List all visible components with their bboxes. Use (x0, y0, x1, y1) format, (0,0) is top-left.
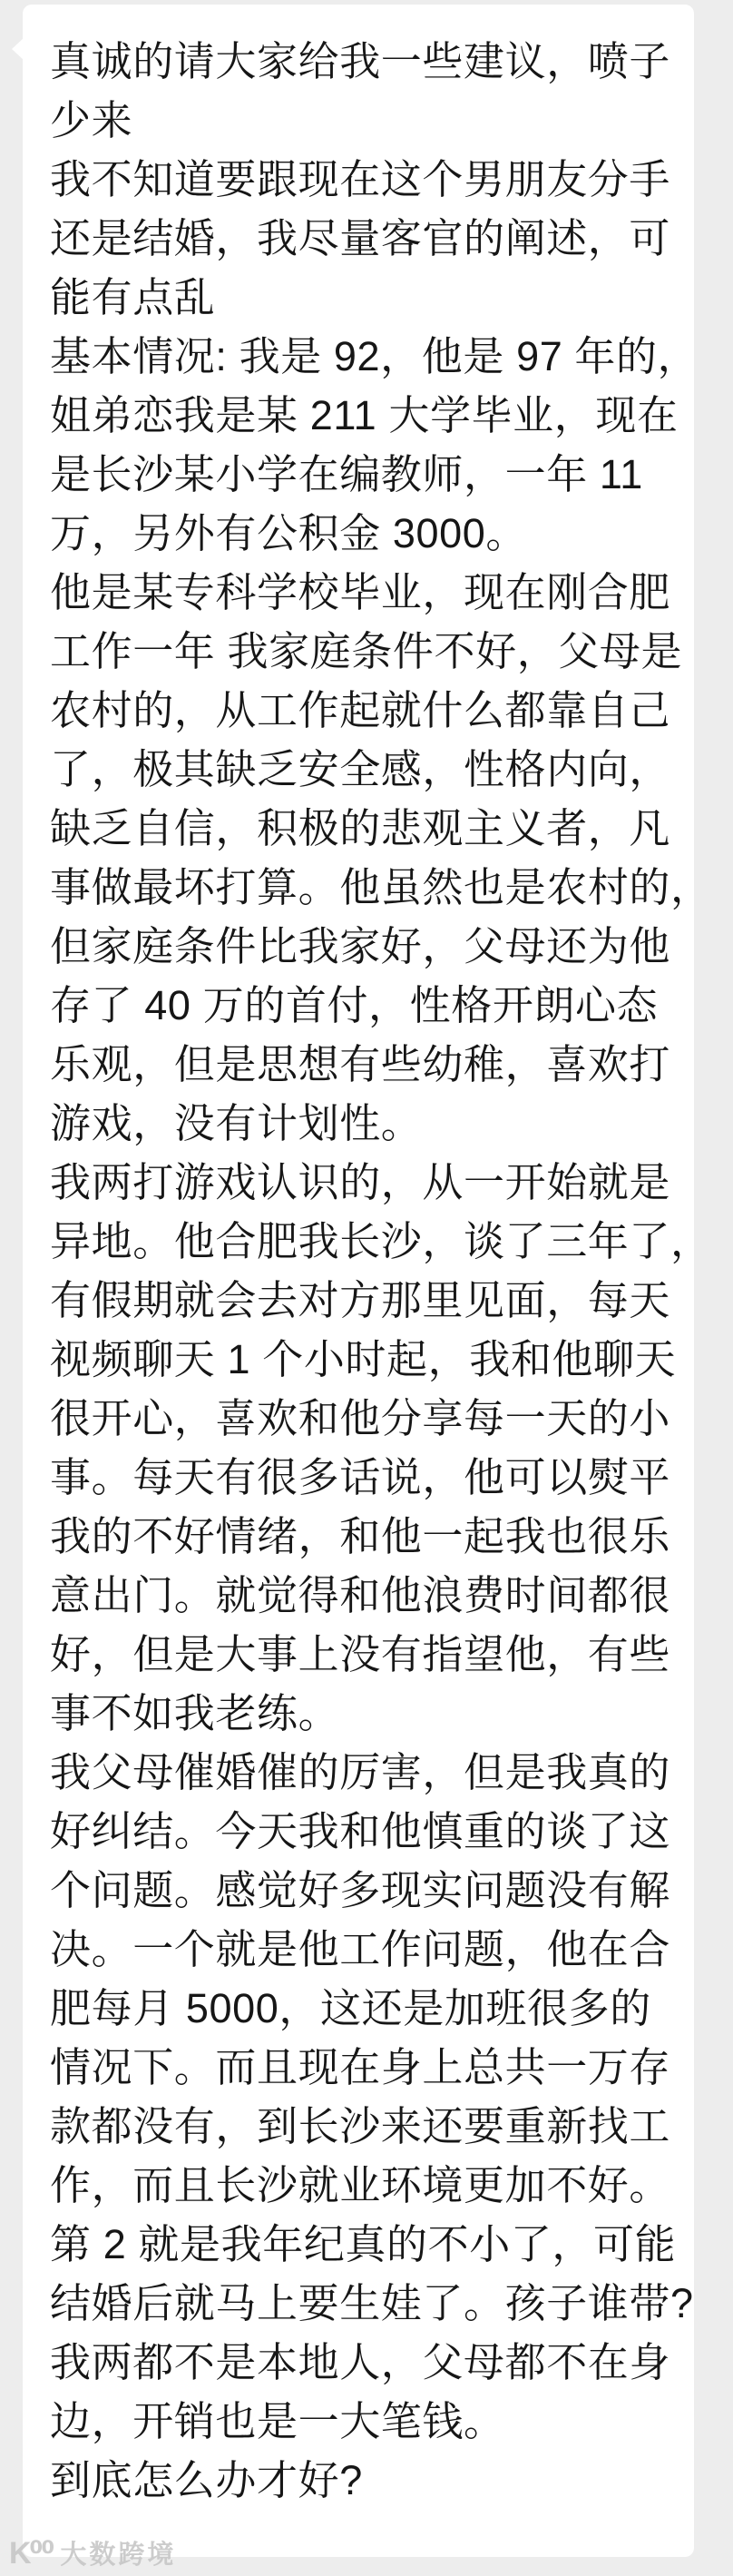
message-line: 真诚的请大家给我一些建议，喷子 (50, 38, 671, 84)
message-line: 农村的，从工作起就什么都靠自己 (50, 687, 671, 733)
message-line: 事不如我老练。 (50, 1690, 340, 1736)
message-line: 结婚后就马上要生娃了。孩子谁带? (50, 2280, 694, 2326)
message-line: 乐观，但是思想有些幼稚，喜欢打 (50, 1041, 671, 1087)
message-line: 是长沙某小学在编教师，一年 11 (50, 451, 643, 497)
message-line: 情况下。而且现在身上总共一万存 (50, 2044, 671, 2090)
message-line: 还是结婚，我尽量客官的阐述，可 (50, 215, 671, 261)
message-line: 第 2 就是我年纪真的不小了，可能 (50, 2221, 677, 2267)
message-line: 好纠结。今天我和他慎重的谈了这 (50, 1808, 671, 1854)
watermark-text: 大数跨境 (60, 2541, 177, 2570)
message-line: 很开心，喜欢和他分享每一天的小 (50, 1395, 671, 1441)
message-line: 我的不好情绪，和他一起我也很乐 (50, 1513, 671, 1559)
message-line: 肥每月 5000，这还是加班很多的 (50, 1985, 651, 2031)
message-line: 基本情况: 我是 92，他是 97 年的， (50, 333, 699, 379)
message-line: 好，但是大事上没有指望他，有些 (50, 1631, 671, 1677)
message-line: 视频聊天 1 个小时起，我和他聊天 (50, 1336, 677, 1382)
message-line: 我两打游戏认识的，从一开始就是 (50, 1159, 671, 1205)
message-line: 我两都不是本地人，父母都不在身 (50, 2339, 671, 2385)
message-line: 有假期就会去对方那里见面，每天 (50, 1277, 671, 1323)
message-line: 万，另外有公积金 3000。 (50, 510, 528, 556)
message-line: 但家庭条件比我家好，父母还为他 (50, 923, 671, 969)
message-line: 了，极其缺乏安全感，性格内向， (50, 746, 671, 792)
message-line: 作，而且长沙就业环境更加不好。 (50, 2162, 671, 2208)
message-line: 存了 40 万的首付，性格开朗心态 (50, 982, 659, 1028)
message-line: 边，开销也是一大笔钱。 (50, 2398, 505, 2444)
message-line: 缺乏自信，积极的悲观主义者，凡 (50, 805, 671, 851)
message-line: 意出门。就觉得和他浪费时间都很 (50, 1572, 671, 1618)
message-line: 我父母催婚催的厉害，但是我真的 (50, 1749, 671, 1795)
bubble-tail-icon (12, 37, 24, 61)
message-line: 少来 (50, 97, 133, 143)
message-line: 我不知道要跟现在这个男朋友分手 (50, 156, 671, 202)
message-line: 款都没有，到长沙来还要重新找工 (50, 2103, 671, 2149)
message-line: 异地。他合肥我长沙，谈了三年了， (50, 1218, 712, 1264)
watermark (9, 2534, 176, 2571)
watermark-logo-icon: K⁰⁰ (9, 2535, 54, 2571)
message-line: 事做最坏打算。他虽然也是农村的， (50, 864, 712, 910)
message-line: 游戏，没有计划性。 (50, 1100, 423, 1146)
message-line: 事。每天有很多话说，他可以熨平 (50, 1454, 671, 1500)
message-line: 能有点乱 (50, 274, 216, 320)
message-text (50, 32, 712, 2510)
message-bubble[interactable] (23, 5, 712, 2557)
message-line: 工作一年 我家庭条件不好，父母是 (50, 628, 683, 674)
message-line: 他是某专科学校毕业，现在刚合肥 (50, 569, 671, 615)
message-line: 到底怎么办才好? (50, 2457, 363, 2503)
message-line: 个问题。感觉好多现实问题没有解 (50, 1867, 671, 1913)
message-line: 决。一个就是他工作问题，他在合 (50, 1926, 671, 1972)
message-line: 姐弟恋我是某 211 大学毕业，现在 (50, 392, 679, 438)
